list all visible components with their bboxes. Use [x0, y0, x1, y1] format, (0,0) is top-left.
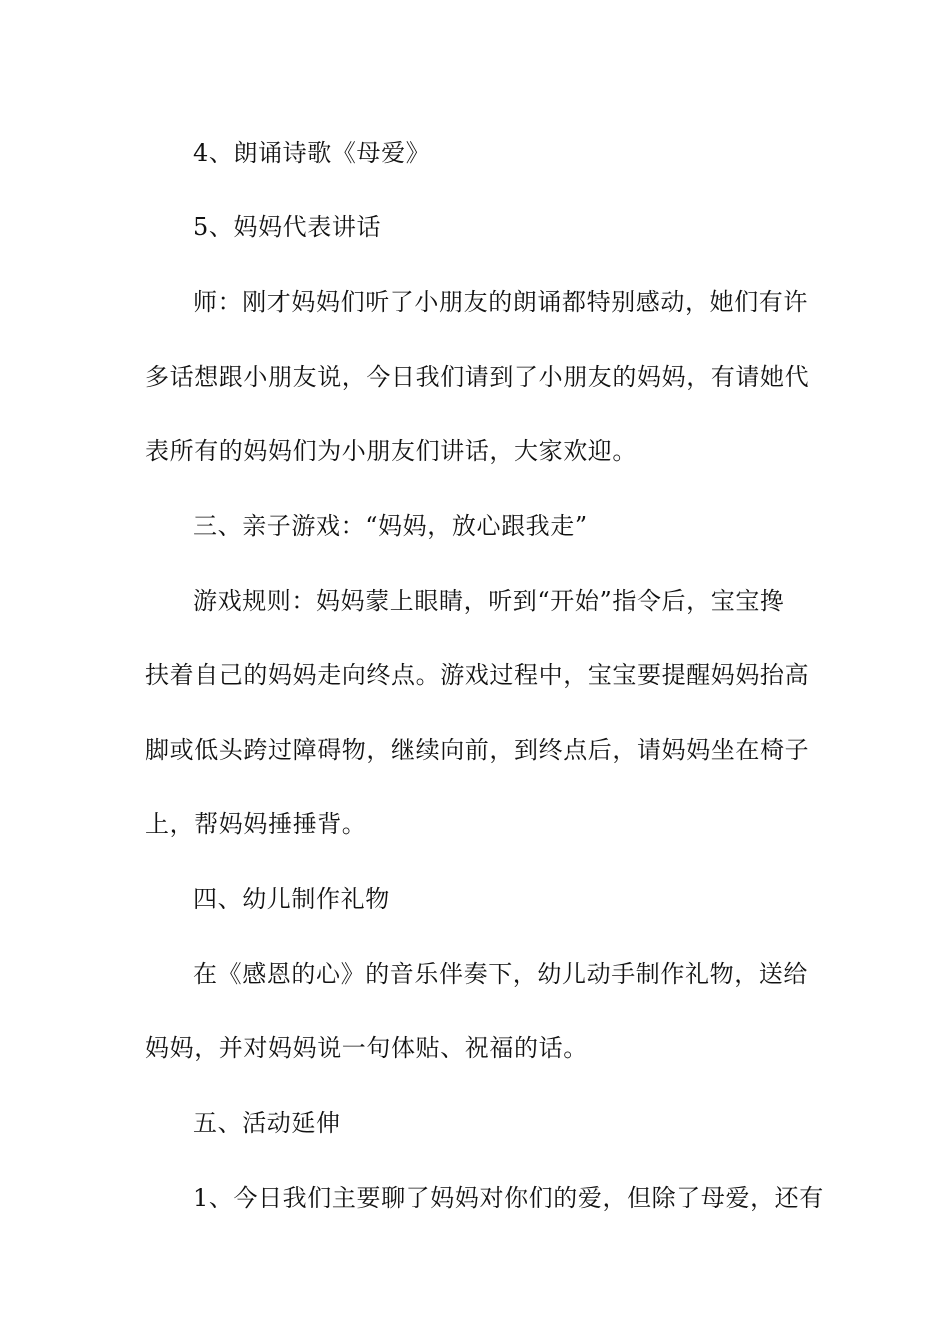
- game-rules-line-3: 脚或低头跨过障碍物，继续向前，到终点后，请妈妈坐在椅子: [145, 736, 810, 764]
- item-recite-poem: 4、朗诵诗歌《母爱》: [193, 139, 431, 167]
- game-rules-line-2: 扶着自己的妈妈走向终点。游戏过程中，宝宝要提醒妈妈抬高: [145, 661, 810, 689]
- gift-line-2: 妈妈，并对妈妈说一句体贴、祝福的话。: [145, 1034, 588, 1062]
- teacher-speech-line-3: 表所有的妈妈们为小朋友们讲话，大家欢迎。: [145, 437, 637, 465]
- extension-line-1: 1、今日我们主要聊了妈妈对你们的爱，但除了母爱，还有: [193, 1184, 824, 1212]
- section-heading-gift: 四、幼儿制作礼物: [193, 885, 390, 913]
- teacher-speech-line-1: 师：刚才妈妈们听了小朋友的朗诵都特别感动，她们有许: [193, 288, 808, 316]
- teacher-speech-line-2: 多话想跟小朋友说，今日我们请到了小朋友的妈妈，有请她代: [145, 363, 810, 391]
- section-heading-extension: 五、活动延伸: [193, 1109, 341, 1137]
- gift-line-1: 在《感恩的心》的音乐伴奏下，幼儿动手制作礼物，送给: [193, 960, 808, 988]
- section-heading-game: 三、亲子游戏：“妈妈，放心跟我走”: [193, 512, 588, 540]
- item-mother-speech: 5、妈妈代表讲话: [193, 213, 382, 241]
- game-rules-line-1: 游戏规则：妈妈蒙上眼睛，听到“开始”指令后，宝宝搀: [193, 587, 785, 615]
- game-rules-line-4: 上，帮妈妈捶捶背。: [145, 810, 367, 838]
